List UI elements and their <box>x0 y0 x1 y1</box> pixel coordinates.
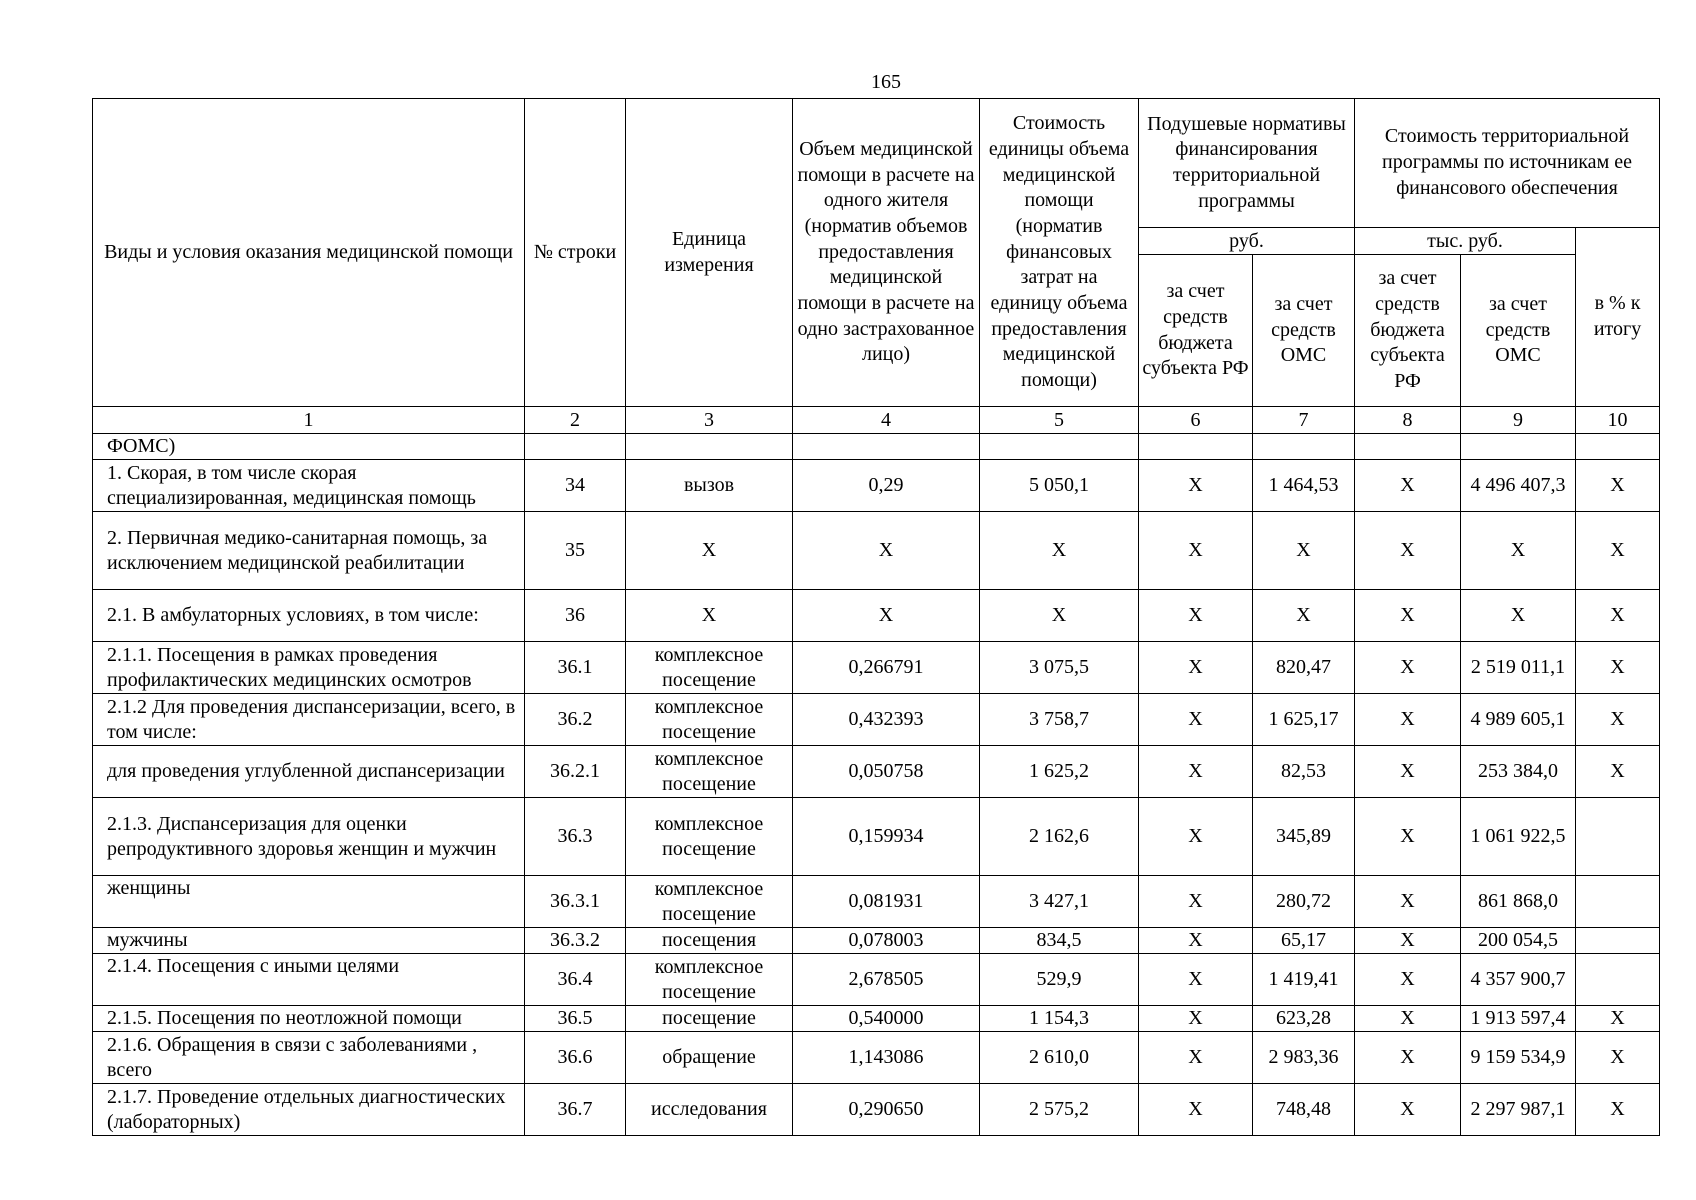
row-unit: посещение <box>626 1006 793 1032</box>
table-row <box>93 694 1660 746</box>
row-volume: X <box>793 512 980 590</box>
row-line: 36.1 <box>525 642 626 694</box>
column-number: 1 <box>93 407 525 434</box>
row-name: 2.1.1. Посещения в рамках проведения профилактических медицинских осмотров <box>93 642 525 694</box>
row-cost: 3 075,5 <box>980 642 1139 694</box>
row-tp-budget: X <box>1355 694 1461 746</box>
row-unit: комплексное посещение <box>626 876 793 928</box>
row-percent <box>1576 434 1660 460</box>
table-row <box>93 746 1660 798</box>
row-pc-oms: 2 983,36 <box>1253 1032 1355 1084</box>
row-line: 36.2.1 <box>525 746 626 798</box>
row-name: ФОМС) <box>93 434 525 460</box>
row-cost: 2 610,0 <box>980 1032 1139 1084</box>
row-volume: 2,678505 <box>793 954 980 1006</box>
header-kinds: Виды и условия оказания медицинской помощи <box>93 99 525 407</box>
row-tp-oms: 1 913 597,4 <box>1461 1006 1576 1032</box>
row-tp-budget: X <box>1355 1084 1461 1136</box>
row-tp-oms: 861 868,0 <box>1461 876 1576 928</box>
row-tp-budget: X <box>1355 954 1461 1006</box>
column-number: 4 <box>793 407 980 434</box>
row-pc-oms: 280,72 <box>1253 876 1355 928</box>
row-tp-budget: X <box>1355 512 1461 590</box>
header-program-cost: Стоимость территориальной программы по источникам ее финансового обеспечения <box>1355 99 1660 228</box>
row-percent: X <box>1576 460 1660 512</box>
row-tp-oms <box>1461 434 1576 460</box>
row-pc-oms: 1 464,53 <box>1253 460 1355 512</box>
row-percent: X <box>1576 590 1660 642</box>
header-unit: Единица измерения <box>626 99 793 407</box>
row-percent <box>1576 928 1660 954</box>
row-pc-budget: X <box>1139 746 1253 798</box>
row-name: 2.1.3. Диспансеризация для оценки репродуктивного здоровья женщин и мужчин <box>93 798 525 876</box>
row-unit: комплексное посещение <box>626 694 793 746</box>
row-tp-budget <box>1355 434 1461 460</box>
row-pc-budget: X <box>1139 798 1253 876</box>
row-percent <box>1576 876 1660 928</box>
row-pc-oms: 748,48 <box>1253 1084 1355 1136</box>
row-cost: 2 162,6 <box>980 798 1139 876</box>
table-row <box>93 798 1660 876</box>
row-volume: 1,143086 <box>793 1032 980 1084</box>
row-volume: X <box>793 590 980 642</box>
row-percent: X <box>1576 1032 1660 1084</box>
row-volume <box>793 434 980 460</box>
row-volume: 0,266791 <box>793 642 980 694</box>
row-tp-budget: X <box>1355 876 1461 928</box>
row-percent <box>1576 798 1660 876</box>
table-row <box>93 1006 1660 1032</box>
row-cost: 3 427,1 <box>980 876 1139 928</box>
row-name: 2.1.5. Посещения по неотложной помощи <box>93 1006 525 1032</box>
header-percent: в % к итогу <box>1576 228 1660 407</box>
row-name: 2.1.7. Проведение отдельных диагностических (лабораторных) <box>93 1084 525 1136</box>
row-unit: исследования <box>626 1084 793 1136</box>
row-name: для проведения углубленной диспансеризации <box>93 746 525 798</box>
row-name: 1. Скорая, в том числе скорая специализированная, медицинская помощь <box>93 460 525 512</box>
row-pc-oms: 82,53 <box>1253 746 1355 798</box>
row-line: 36 <box>525 590 626 642</box>
table-row <box>93 1032 1660 1084</box>
row-pc-oms: 1 625,17 <box>1253 694 1355 746</box>
row-tp-budget: X <box>1355 590 1461 642</box>
header-unit-cost: Стоимость единицы объема медицинской помощи (норматив финансовых затрат на единицу объема предоставления медицинской помощи) <box>980 99 1139 407</box>
row-name: 2.1. В амбулаторных условиях, в том числе: <box>93 590 525 642</box>
row-cost <box>980 434 1139 460</box>
row-unit: комплексное посещение <box>626 642 793 694</box>
row-unit: посещения <box>626 928 793 954</box>
table-row <box>93 1084 1660 1136</box>
row-line: 36.2 <box>525 694 626 746</box>
row-tp-budget: X <box>1355 746 1461 798</box>
row-tp-budget: X <box>1355 1006 1461 1032</box>
row-pc-oms: 623,28 <box>1253 1006 1355 1032</box>
row-line: 36.3.1 <box>525 876 626 928</box>
row-volume: 0,29 <box>793 460 980 512</box>
header-line-number: № строки <box>525 99 626 407</box>
column-number: 5 <box>980 407 1139 434</box>
column-number: 8 <box>1355 407 1461 434</box>
row-volume: 0,540000 <box>793 1006 980 1032</box>
row-tp-oms: 200 054,5 <box>1461 928 1576 954</box>
row-pc-budget: X <box>1139 1006 1253 1032</box>
header-tp-oms: за счет средств ОМС <box>1461 255 1576 407</box>
row-unit: вызов <box>626 460 793 512</box>
row-tp-oms: 4 357 900,7 <box>1461 954 1576 1006</box>
row-tp-oms: 4 989 605,1 <box>1461 694 1576 746</box>
table-row <box>93 590 1660 642</box>
row-pc-oms: 820,47 <box>1253 642 1355 694</box>
row-tp-oms: X <box>1461 512 1576 590</box>
row-unit: X <box>626 512 793 590</box>
row-cost: 1 154,3 <box>980 1006 1139 1032</box>
row-pc-budget: X <box>1139 1084 1253 1136</box>
row-pc-budget: X <box>1139 1032 1253 1084</box>
table-row <box>93 512 1660 590</box>
row-unit: комплексное посещение <box>626 746 793 798</box>
row-pc-budget: X <box>1139 642 1253 694</box>
row-line: 34 <box>525 460 626 512</box>
row-tp-oms: 2 519 011,1 <box>1461 642 1576 694</box>
table-row <box>93 434 1660 460</box>
row-line: 36.7 <box>525 1084 626 1136</box>
row-name: женщины <box>93 876 525 928</box>
row-cost: X <box>980 512 1139 590</box>
row-cost: 1 625,2 <box>980 746 1139 798</box>
header-unit-thousand-rub: тыс. руб. <box>1355 228 1576 255</box>
row-line: 36.5 <box>525 1006 626 1032</box>
row-volume: 0,290650 <box>793 1084 980 1136</box>
row-percent: X <box>1576 694 1660 746</box>
row-cost: 3 758,7 <box>980 694 1139 746</box>
header-row <box>93 99 1660 228</box>
column-number: 3 <box>626 407 793 434</box>
row-name: мужчины <box>93 928 525 954</box>
row-tp-oms: 1 061 922,5 <box>1461 798 1576 876</box>
row-percent: X <box>1576 746 1660 798</box>
column-number: 7 <box>1253 407 1355 434</box>
row-tp-budget: X <box>1355 1032 1461 1084</box>
row-pc-oms: 345,89 <box>1253 798 1355 876</box>
row-line: 36.3 <box>525 798 626 876</box>
row-name: 2. Первичная медико-санитарная помощь, за исключением медицинской реабилитации <box>93 512 525 590</box>
row-tp-budget: X <box>1355 928 1461 954</box>
row-pc-oms: 1 419,41 <box>1253 954 1355 1006</box>
column-numbers-row <box>93 407 1660 434</box>
table-row <box>93 954 1660 1006</box>
row-percent: X <box>1576 642 1660 694</box>
row-line: 36.3.2 <box>525 928 626 954</box>
column-number: 6 <box>1139 407 1253 434</box>
table-row <box>93 460 1660 512</box>
row-percent <box>1576 954 1660 1006</box>
row-line: 36.4 <box>525 954 626 1006</box>
row-pc-budget <box>1139 434 1253 460</box>
row-cost: 834,5 <box>980 928 1139 954</box>
row-pc-budget: X <box>1139 876 1253 928</box>
row-cost: X <box>980 590 1139 642</box>
row-pc-budget: X <box>1139 460 1253 512</box>
row-volume: 0,050758 <box>793 746 980 798</box>
row-cost: 529,9 <box>980 954 1139 1006</box>
row-percent: X <box>1576 1006 1660 1032</box>
row-unit: обращение <box>626 1032 793 1084</box>
row-percent: X <box>1576 512 1660 590</box>
header-pc-budget: за счет средств бюджета субъекта РФ <box>1139 255 1253 407</box>
row-pc-budget: X <box>1139 694 1253 746</box>
row-pc-budget: X <box>1139 512 1253 590</box>
row-line: 36.6 <box>525 1032 626 1084</box>
row-pc-budget: X <box>1139 590 1253 642</box>
header-pc-oms: за счет средств ОМС <box>1253 255 1355 407</box>
header-volume: Объем медицинской помощи в расчете на одного жителя (норматив объемов предоставления медицинской помощи в расчете на одно застрахованное лицо) <box>793 99 980 407</box>
row-volume: 0,432393 <box>793 694 980 746</box>
row-pc-oms: X <box>1253 512 1355 590</box>
page-number: 165 <box>871 71 901 93</box>
row-pc-budget: X <box>1139 928 1253 954</box>
row-volume: 0,081931 <box>793 876 980 928</box>
header-per-capita: Подушевые нормативы финансирования территориальной программы <box>1139 99 1355 228</box>
row-unit: комплексное посещение <box>626 954 793 1006</box>
row-tp-budget: X <box>1355 642 1461 694</box>
row-name: 2.1.2 Для проведения диспансеризации, всего, в том числе: <box>93 694 525 746</box>
row-line <box>525 434 626 460</box>
column-number: 10 <box>1576 407 1660 434</box>
table-row <box>93 642 1660 694</box>
row-volume: 0,159934 <box>793 798 980 876</box>
table-row <box>93 928 1660 954</box>
column-number: 2 <box>525 407 626 434</box>
row-pc-oms: X <box>1253 590 1355 642</box>
row-name: 2.1.4. Посещения с иными целями <box>93 954 525 1006</box>
table-row <box>93 876 1660 928</box>
row-unit <box>626 434 793 460</box>
row-unit: комплексное посещение <box>626 798 793 876</box>
row-cost: 2 575,2 <box>980 1084 1139 1136</box>
row-unit: X <box>626 590 793 642</box>
header-tp-budget: за счет средств бюджета субъекта РФ <box>1355 255 1461 407</box>
row-tp-budget: X <box>1355 460 1461 512</box>
row-tp-oms: 2 297 987,1 <box>1461 1084 1576 1136</box>
row-tp-budget: X <box>1355 798 1461 876</box>
row-pc-oms <box>1253 434 1355 460</box>
row-tp-oms: 4 496 407,3 <box>1461 460 1576 512</box>
row-tp-oms: 253 384,0 <box>1461 746 1576 798</box>
row-pc-budget: X <box>1139 954 1253 1006</box>
row-volume: 0,078003 <box>793 928 980 954</box>
row-line: 35 <box>525 512 626 590</box>
row-percent: X <box>1576 1084 1660 1136</box>
row-tp-oms: X <box>1461 590 1576 642</box>
row-tp-oms: 9 159 534,9 <box>1461 1032 1576 1084</box>
row-name: 2.1.6. Обращения в связи с заболеваниями , всего <box>93 1032 525 1084</box>
financing-table <box>92 98 1660 1136</box>
column-number: 9 <box>1461 407 1576 434</box>
row-cost: 5 050,1 <box>980 460 1139 512</box>
row-pc-oms: 65,17 <box>1253 928 1355 954</box>
header-unit-rub: руб. <box>1139 228 1355 255</box>
